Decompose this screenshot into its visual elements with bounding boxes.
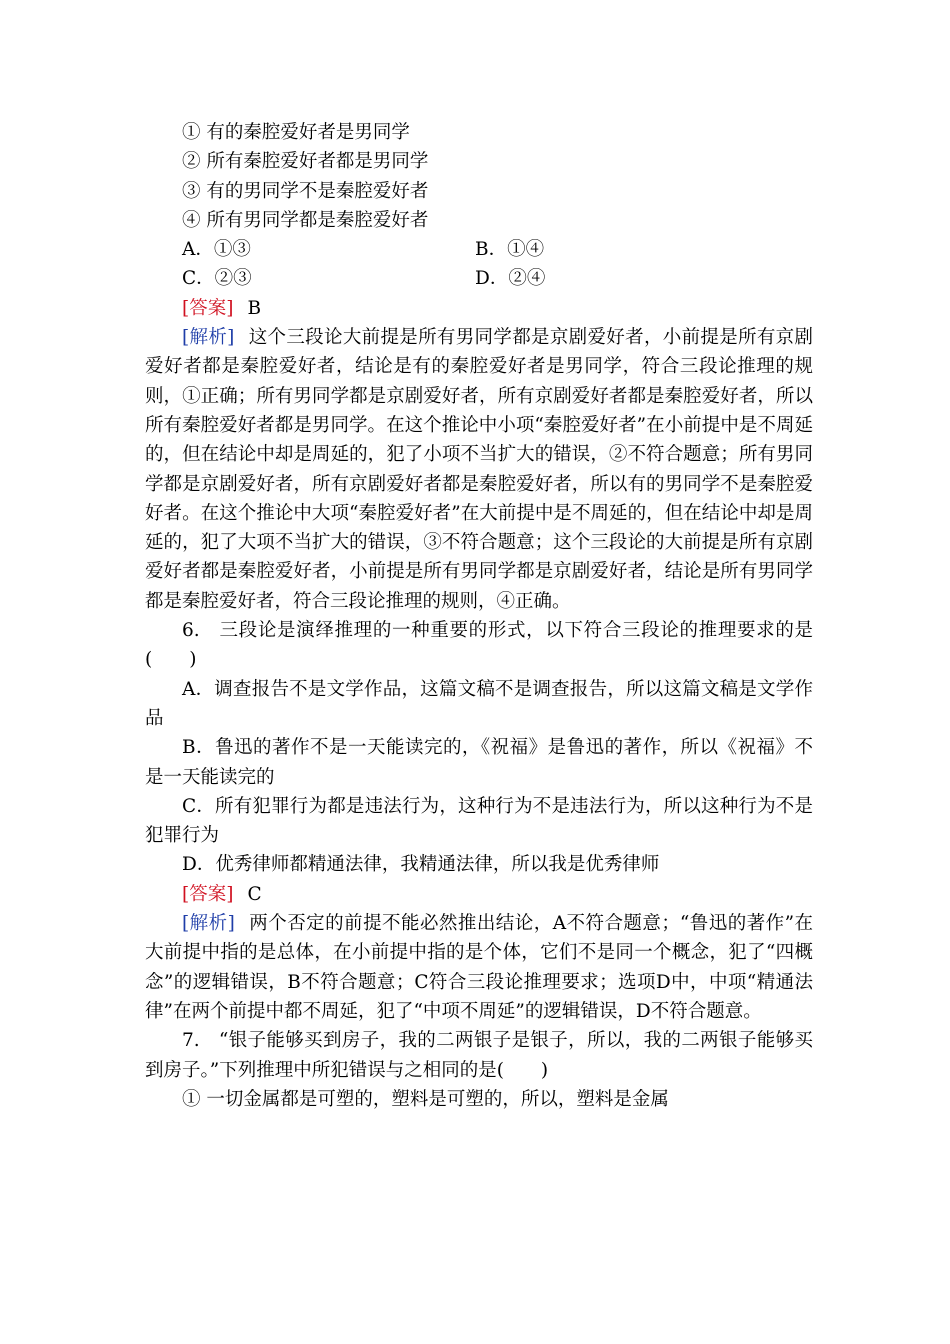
option-d: D．②④	[475, 268, 546, 290]
q6-option-a: A．调查报告不是文学作品，这篇文稿不是调查报告，所以这篇文稿是文学作品	[145, 678, 813, 729]
analysis-text: 这个三段论大前提是所有男同学都是京剧爱好者，小前提是所有京剧爱好者都是秦腔爱好者，结论是有的秦腔爱好者是男同学，符合三段论推理的规则，①正确；所有男同学都是京剧爱好者，所有京剧爱好者都是秦腔爱好者，所以所有秦腔爱好者都是男同学。在这个推论中小项“秦腔爱好者”在小前提中是不周延的，但在结论中却是周延的，犯了小项不当扩大的错误，②不符合题意；所有男同学都是京剧爱好者，所有京剧爱好者都是秦腔爱好者，所以有的男同学不是秦腔爱好者。在这个推论中大项“秦腔爱好者”在大前提中是不周延的，但在结论中却是周延的，犯了大项不当扩大的错误，③不符合题意；这个三段论的大前提是所有京剧爱好者都是秦腔爱好者，小前提是所有男同学都是京剧爱好者，结论是所有男同学都是秦腔爱好者，符合三段论推理的规则，④正确。	[145, 327, 813, 612]
q6-option-c: C．所有犯罪行为都是违法行为，这种行为不是违法行为，所以这种行为不是犯罪行为	[145, 795, 813, 847]
q5-analysis	[145, 323, 813, 616]
analysis-tag: [解析]	[182, 913, 235, 935]
answer-value: C	[247, 883, 262, 905]
q6-analysis	[145, 909, 813, 1026]
options-row-ab	[145, 235, 813, 264]
analysis-tag: [解析]	[182, 327, 235, 349]
option-b: B．①④	[475, 239, 545, 261]
options-row-cd	[145, 264, 813, 293]
option-c: C．②③	[182, 268, 252, 290]
answer-value: B	[247, 297, 262, 319]
q7-stem: 7. “银子能够买到房子，我的二两银子是银子，所以，我的二两银子能够买到房子。”下列推理中所犯错误与之相同的是( )	[145, 1030, 813, 1081]
answer-tag: [答案]	[182, 297, 234, 319]
q5-answer	[145, 294, 813, 323]
answer-tag: [答案]	[182, 883, 234, 905]
q6-option-b: B．鲁迅的著作不是一天能读完的，《祝福》是鲁迅的著作，所以《祝福》不是一天能读完的	[145, 737, 813, 788]
q6-option-d: D．优秀律师都精通法律，我精通法律，所以我是优秀律师	[182, 854, 660, 876]
q6-stem: 6. 三段论是演绎推理的一种重要的形式，以下符合三段论的推理要求的是( )	[145, 620, 813, 671]
document-body	[145, 118, 813, 1114]
option-a: A．①③	[182, 239, 251, 261]
statement-1: ① 有的秦腔爱好者是男同学	[182, 122, 410, 143]
statement-3: ③ 有的男同学不是秦腔爱好者	[182, 180, 429, 202]
q6-answer	[145, 880, 813, 909]
q7-statement-1: ① 一切金属都是可塑的，塑料是可塑的，所以，塑料是金属	[182, 1088, 669, 1110]
analysis-text: 两个否定的前提不能必然推出结论，A不符合题意；“鲁迅的著作”在大前提中指的是总体，在小前提中指的是个体，它们不是同一个概念，犯了“四概念”的逻辑错误，B不符合题意；C符合三段论推理要求；选项D中，中项“精通法律”在两个前提中都不周延，犯了“中项不周延”的逻辑错误，D不符合题意。	[145, 913, 813, 1022]
statement-4: ④ 所有男同学都是秦腔爱好者	[182, 209, 429, 231]
statement-2: ② 所有秦腔爱好者都是男同学	[182, 151, 429, 173]
